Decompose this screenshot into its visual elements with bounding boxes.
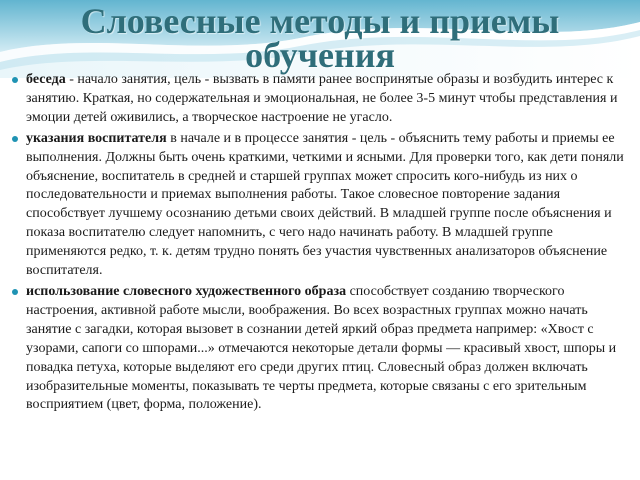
- bullet-icon: [12, 289, 18, 295]
- text-ukazaniya: в начале и в процессе занятия - цель - объяснить тему работы и приемы ее выполнения. Должны быть очень краткими, четкими и ясными. Для проверки того, как дети поняли объяснение, воспитатель в средней и старшей группах может спросить кого-нибудь из них о последовательности и приемах выполнения работы. Такое словесное повторение задания способствует лучшему осознанию детьми своих действий. В младшей группе после объяснения и показа воспитателю следует напомнить, с чего надо начинать работу. В младшей группе применяются редко, т. к. детям трудно понять без участия чувственных анализаторов объяснение воспитателя.: [26, 130, 624, 279]
- slide-body: [12, 71, 632, 417]
- bullet-icon: [12, 77, 18, 83]
- slide-title-line-1: Словесные методы и приемы: [80, 1, 560, 41]
- term-obraz: использование словесного художественного образа: [26, 283, 347, 299]
- list-item-obraz: [12, 283, 632, 415]
- bullet-icon: [12, 136, 18, 142]
- list-item-ukazaniya: [12, 130, 632, 281]
- slide-title-line-2: обучения: [245, 35, 395, 75]
- text-obraz: способствует созданию творческого настроения, активной работе мысли, воображения. Во всех возрастных группах можно начать занятие с загадки, которая вызовет в сознании детей яркий образ предмета например: «Хвост с узорами, сапоги со шпорами...» отмечаются некоторые детали формы — красивый хвост, шпоры и повадка петуха, которые выделяют его среди других птиц. Словесный образ должен включать изобразительные моменты, показывать те черты предмета, которые связаны с его зрительным восприятием (цвет, форма, положение).: [26, 283, 617, 413]
- text-beseda: - начало занятия, цель - вызвать в памяти ранее воспринятые образы и возбудить интерес к занятию. Краткая, но содержательная и эмоциональная, не более 3-5 минут чтобы представления и эмоции детей оживились, а творческое настроение не угасло.: [26, 72, 618, 125]
- list-item-beseda: [12, 71, 632, 128]
- term-beseda: беседа: [26, 72, 66, 87]
- term-ukazaniya: указания воспитателя: [26, 130, 167, 146]
